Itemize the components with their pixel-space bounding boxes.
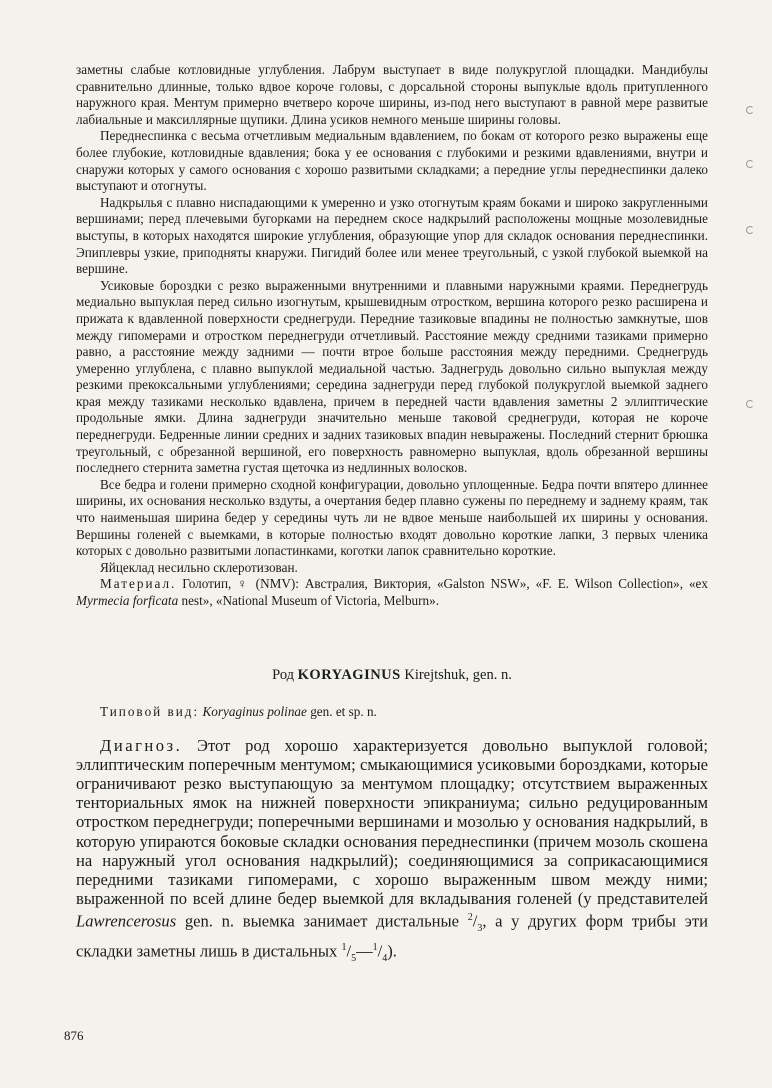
- genus-author: Kirejtshuk, gen. n.: [400, 666, 512, 683]
- paragraph-elytra: Надкрылья с плавно ниспадающими к умеренно и узко отогнутым краям боками и широко закругленными вершинами; перед плечевыми бугорками на переднем скосе надкрылий расположены мощные мозолевидные выступы, в которых находятся широкие углубления, образующие упор для складок основания переднеспинки. Эпиплевры узкие, приподняты кнаружи. Пигидий более или менее треугольный, с узкой глубокой выемкой на вершине.: [76, 194, 708, 277]
- margin-scan-mark: [746, 106, 754, 114]
- fraction-1-numerator: 2: [467, 912, 473, 924]
- fraction-2-denominator: 5: [351, 953, 357, 965]
- paragraph-pronotum: Переднеспинка с весьма отчетливым медиальным вдавлением, по бокам от которого резко выражены еще более глубокие, котловидные вдавления; бока у ее основания с глубокими и резкими вдавлениями, внутри и снаружи которых у самого основания с хорошо развитыми складками; а передние углы переднеспинки далеко выступают и отогнуты.: [76, 128, 708, 194]
- diagnosis-paragraph: Диагноз. Этот род хорошо характеризуется довольно выпуклой головой; эллиптическим поперечным ментумом; смыкающимися усиковыми бороздками, которые ограничивают резко выступающую за ментумом площадку; отсутствием выраженных тенториальных ямок на нижней поверхности эпикраниума; сильно редуцированным отростком переднегруди; поперечными вершинами и мозолью у основания надкрылий, в которую упираются боковые складки основания переднеспинки (причем мозоль скошена на наружный угол основания надкрылий); соединяющимися за соприкасающимися передними тазиками гипомерами, с хорошо выраженным швом между ними; выраженной по всей длине бедер выемкой для вкладывания голеней (у представителей Lawrencerosus gen. n. выемка занимает дистальные $^2/_3$, а у других форм трибы эти складки заметны лишь в дистальных $^1/_5—^1/_4$).: [76, 735, 708, 965]
- paragraph-material: [76, 576, 708, 609]
- margin-scan-mark: [746, 400, 754, 408]
- fraction-dash: —: [356, 942, 373, 961]
- genus-name: KORYAGINUS: [297, 666, 401, 683]
- material-host-species: Myrmecia forficata: [76, 593, 179, 608]
- margin-scan-mark: [746, 160, 754, 168]
- margin-scan-mark: [746, 226, 754, 234]
- diagnosis-text-mid: gen. n. выемка занимает дистальные: [176, 911, 468, 931]
- diagnosis-genus-italic: Lawrencerosus: [76, 911, 177, 931]
- type-species-name: Koryaginus polinae: [199, 703, 307, 719]
- paragraph-head: заметны слабые котловидные углубления. Лабрум выступает в виде полукруглой площадки. Мандибулы сравнительно длинные, только вдвое короче головы, с дорсальной стороны выпуклые вдоль притупленного наружного края. Ментум примерно вчетверо короче ширины, из-под него выступают в равной мере развитые лабиальные и максиллярные щупики. Длина усиков немного меньше ширины головы.: [76, 62, 708, 127]
- fraction-3-denominator: 4: [382, 953, 388, 965]
- description-text: [76, 62, 708, 610]
- diagnosis-text-before: Этот род хорошо характеризуется довольно выпуклой головой; эллиптическим поперечным ментумом; смыкающимися усиковыми бороздками, которые ограничивают резко выступающую за ментумом площадку; отсутствием выраженных тенториальных ямок на нижней поверхности эпикраниума; сильно редуцированным отростком переднегруди; поперечными вершинами и мозолью у основания надкрылий, в которую упираются боковые складки основания переднеспинки (причем мозоль скошена на наружный угол основания надкрылий); соединяющимися за соприкасающимися передними тазиками гипомерами, с хорошо выраженным швом между ними; выраженной по всей длине бедер выемкой для вкладывания голеней (у представителей: [76, 735, 708, 909]
- type-species-suffix: gen. et sp. n.: [306, 703, 377, 719]
- genus-heading: [76, 666, 708, 684]
- paragraph-legs: Все бедра и голени примерно сходной конфигурации, довольно уплощенные. Бедра почти впятеро длиннее ширины, их основания несколько вздуты, а очертания бедер плавно сужены по переднему и заднему краям, так что наименьшая ширина бедер у середины чуть ли не вдвое меньше наибольшей их ширины у основания. Вершины голеней с выемками, в которые полностью входят довольно короткие лапки, 3 первых членика которых с довольно развитыми лопастинками, коготки лапок сравнительно короткие.: [76, 476, 708, 559]
- material-text-after: nest», «National Museum of Victoria, Melburn».: [178, 593, 440, 608]
- diagnosis-text-end: ).: [387, 942, 397, 961]
- page-number: 876: [64, 1028, 84, 1043]
- material-label: Материал.: [100, 576, 177, 592]
- paragraph-underside: Усиковые бороздки с резко выраженными внутренними и плавными наружными краями. Переднегрудь медиально выпуклая перед сильно изогнутым, крышевидным отростком, вершина которого резко расширена и прижата к вдавленной поверхности среднегруди. Передние тазиковые впадины не полностью замкнутые, шов между гипомерами и отростком переднегруди отчетливый. Расстояние между средними тазиками примерно равно, а расстояние между задними — почти втрое больше расстояния между передними. Среднегрудь умеренно углублена, с плавно выпуклой медиальной частью. Заднегрудь довольно сильно выпуклая между резкими прекоксальными углублениями; середина заднегруди перед глубокой полукруглой выемкой заднего края между тазиками несколько вдавлена, причем в передней части вдавления заметны 2 эллиптические продольные ямки. Длина заднегруди значительно меньше таковой среднегруди, которая не короче переднегруди. Бедренные линии средних и задних тазиковых впадин невыражены. Последний стернит брюшка треугольный, с обрезанной вершиной, его поверхность равномерно выпуклая, вдоль обрезанной вершины последнего стернита заметна густая щеточка из недлинных волосков.: [76, 277, 708, 476]
- genus-prefix: Род: [272, 666, 298, 683]
- type-species-label: Типовой вид:: [100, 703, 200, 719]
- type-species: [76, 704, 708, 720]
- paragraph-ovipositor: Яйцеклад несильно склеротизован.: [100, 559, 298, 575]
- fraction-3-numerator: 1: [372, 942, 378, 954]
- page-content: [76, 62, 708, 969]
- fraction-2-numerator: 1: [341, 942, 347, 954]
- diagnosis-label: Диагноз.: [100, 735, 183, 755]
- fraction-1-denominator: 3: [477, 923, 483, 935]
- material-text-before: Голотип, ♀ (NMV): Австралия, Виктория, «Galston NSW», «F. E. Wilson Collection», «ex: [176, 576, 708, 592]
- diagnosis-text-mid2: , а у других форм трибы эти складки заметны лишь в дистальных: [76, 911, 708, 961]
